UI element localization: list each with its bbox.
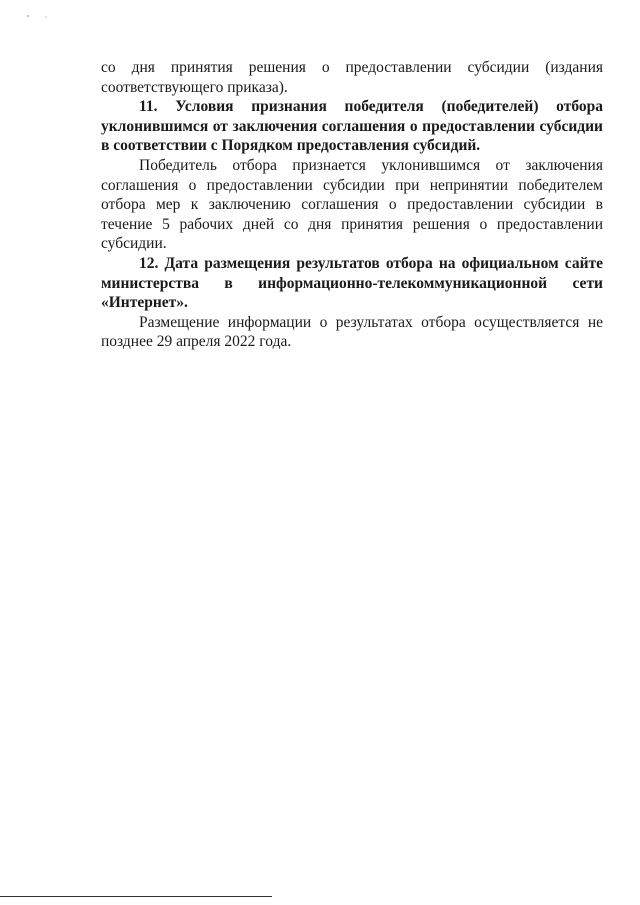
section-11-heading: 11. Условия признания победителя (победителей) отбора уклонившимся от заключения соглашения о предоставлении субсидии в соответствии с Порядком предоставления субсидий. bbox=[101, 98, 603, 155]
paragraph-continuation: со дня принятия решения о предоставлении субсидии (издания соответствующего приказа). bbox=[101, 59, 603, 96]
section-12-heading: 12. Дата размещения результатов отбора на официальном сайте министерства в информационно-телекоммуникационной сети «Интернет». bbox=[101, 254, 603, 312]
scan-artifact-mark bbox=[26, 14, 56, 20]
section-12-body: Размещение информации о результатах отбора осуществляется не позднее 29 апреля 2022 года. bbox=[101, 313, 603, 351]
footer-divider bbox=[0, 896, 272, 897]
document-body bbox=[101, 58, 603, 352]
section-11-body: Победитель отбора признается уклонившимся от заключения соглашения о предоставлении субсидии при непринятии победителем отбора мер к заключению соглашения о предоставлении субсидии в течение 5 рабочих дней со дня принятия решения о предоставлении субсидии. bbox=[101, 156, 603, 253]
